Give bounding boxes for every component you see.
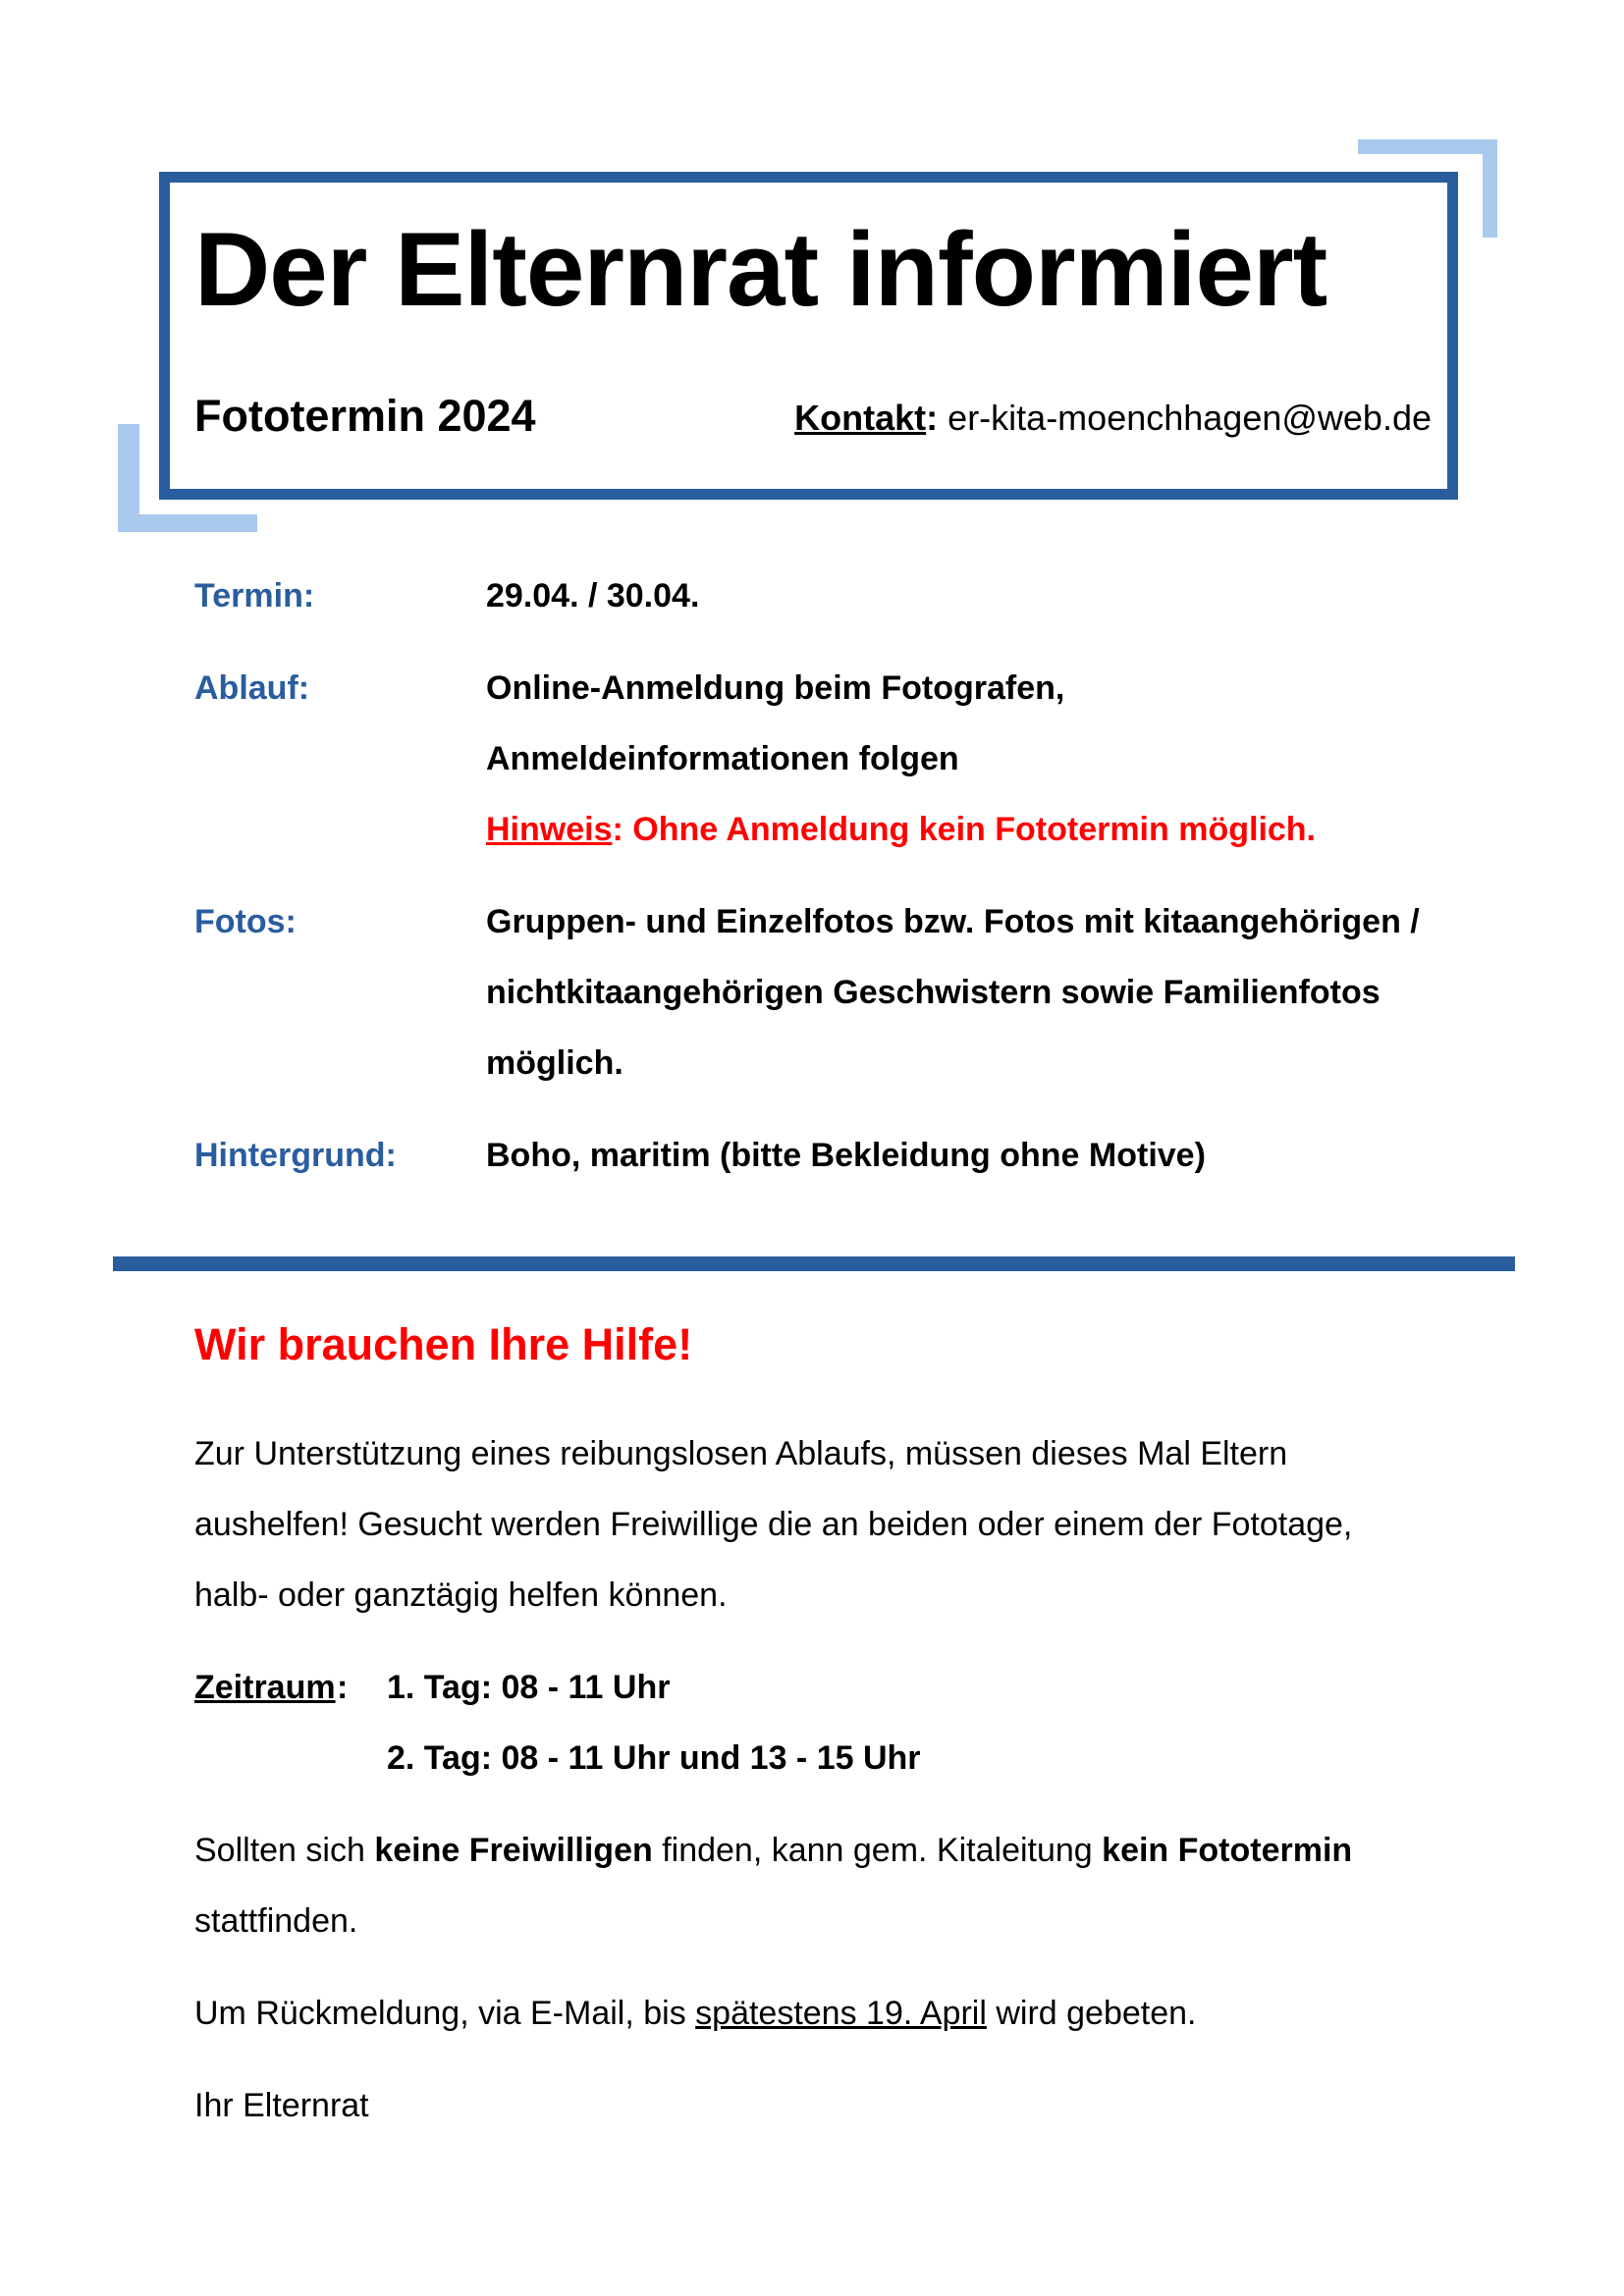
warning-line-2: stattfinden. [194, 1902, 358, 1940]
contact-colon: : [926, 398, 939, 438]
warning-line-1 [194, 1832, 1352, 1870]
corner-accent-top-right-horizontal [1358, 139, 1497, 154]
contact-email: er-kita-moenchhagen@web.de [947, 398, 1432, 438]
corner-accent-bottom-left-horizontal [118, 514, 257, 532]
fotos-line-2: nichtkitaangehörigen Geschwistern sowie Familienfotos [486, 974, 1380, 1011]
help-intro-line-1: Zur Unterstützung eines reibungslosen Ablaufs, müssen dieses Mal Eltern [194, 1435, 1288, 1472]
help-heading: Wir brauchen Ihre Hilfe! [194, 1319, 693, 1369]
ablauf-line-1: Online-Anmeldung beim Fotografen, [486, 669, 1065, 707]
warning-text-d: kein Fototermin [1102, 1832, 1353, 1869]
ablauf-note [486, 811, 1316, 849]
warning-text-b: keine Freiwilligen [374, 1832, 653, 1869]
hintergrund-value: Boho, maritim (bitte Bekleidung ohne Motive) [486, 1137, 1206, 1174]
signature: Ihr Elternrat [194, 2087, 369, 2124]
page-title: Der Elternrat informiert [194, 210, 1327, 328]
fotos-label: Fotos: [194, 903, 297, 940]
feedback-text-c: wird gebeten. [986, 1995, 1197, 2032]
termin-value: 29.04. / 30.04. [486, 577, 700, 614]
fotos-line-3: möglich. [486, 1044, 623, 1082]
ablauf-label: Ablauf: [194, 669, 310, 707]
feedback-line [194, 1995, 1197, 2033]
help-intro-line-3: halb- oder ganztägig helfen können. [194, 1576, 728, 1614]
section-divider [113, 1256, 1515, 1271]
warning-text-a: Sollten sich [194, 1832, 375, 1869]
zeitraum-label-text: Zeitraum [194, 1669, 336, 1706]
zeitraum-day-2: 2. Tag: 08 - 11 Uhr und 13 - 15 Uhr [387, 1739, 921, 1777]
warning-text-c: finden, kann gem. Kitaleitung [652, 1832, 1103, 1869]
zeitraum-colon: : [337, 1669, 349, 1706]
ablauf-line-2: Anmeldeinformationen folgen [486, 740, 959, 777]
note-text: : Ohne Anmeldung kein Fototermin möglich. [612, 811, 1317, 848]
zeitraum-day-1: 1. Tag: 08 - 11 Uhr [387, 1669, 671, 1706]
corner-accent-top-right-vertical [1483, 139, 1497, 238]
help-intro-line-2: aushelfen! Gesucht werden Freiwillige die an beiden oder einem der Fototage, [194, 1506, 1353, 1543]
page-subtitle: Fototermin 2024 [194, 391, 536, 441]
hintergrund-label: Hintergrund: [194, 1137, 397, 1174]
fotos-line-1: Gruppen- und Einzelfotos bzw. Fotos mit kitaangehörigen / [486, 903, 1420, 940]
feedback-text-a: Um Rückmeldung, via E-Mail, bis [194, 1995, 696, 2032]
note-label: Hinweis [486, 811, 613, 848]
zeitraum-label [194, 1669, 336, 1707]
contact-line [794, 398, 1432, 439]
feedback-deadline: spätestens 19. April [695, 1995, 987, 2032]
termin-label: Termin: [194, 577, 315, 614]
contact-label: Kontakt [794, 398, 927, 438]
